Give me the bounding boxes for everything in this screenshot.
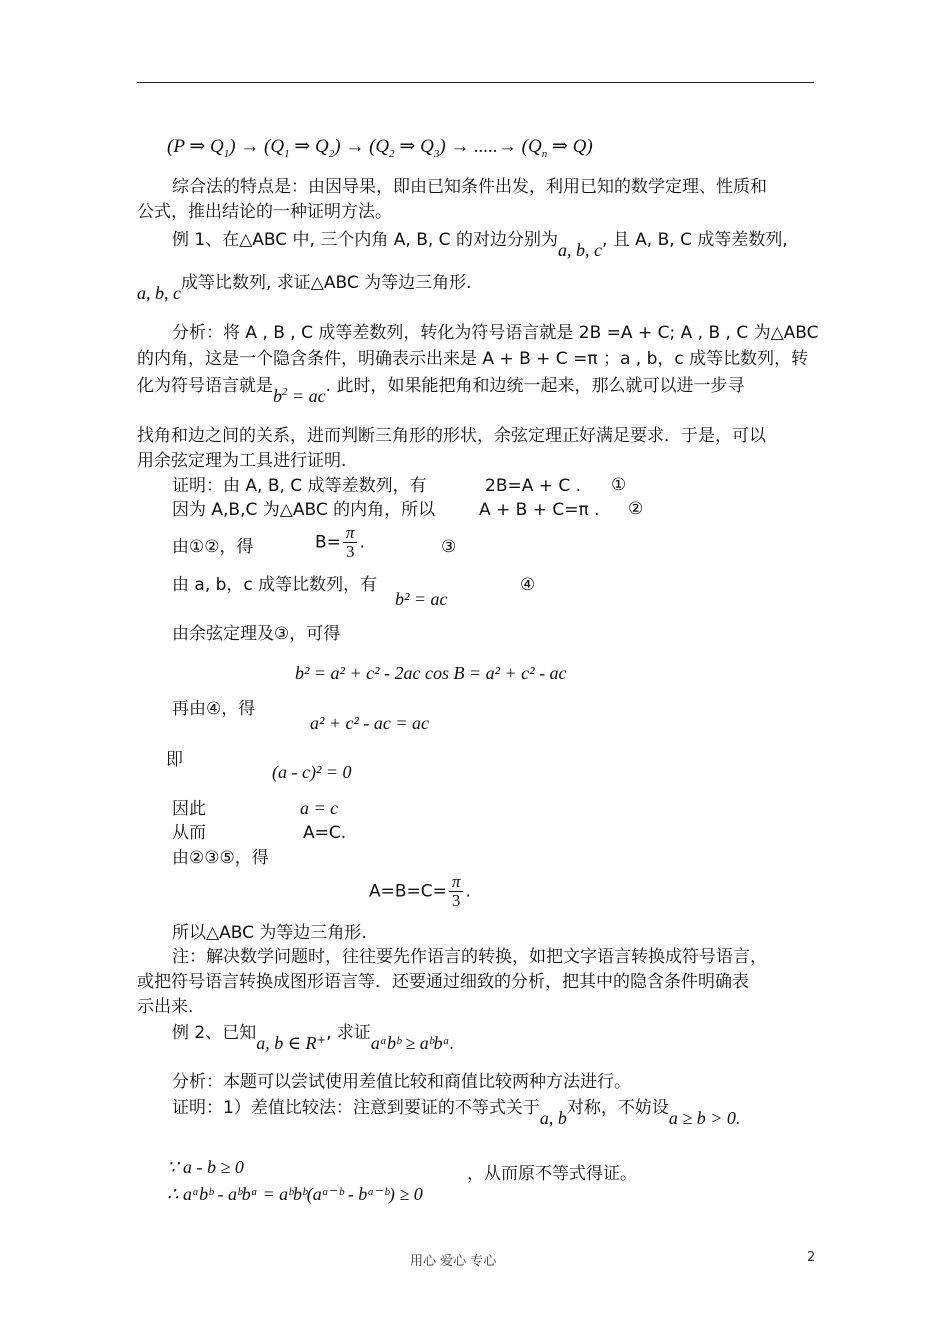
proof-step-10: 由②③⑤，得: [172, 848, 269, 868]
example-2-analysis: 分析：本题可以尝试使用差值比较和商值比较两种方法进行。: [172, 1072, 631, 1092]
analysis-line-3: 化为符号语言就是$b^2$ = ac. 此时，如果能把角和边统一起来，那么就可以进一步寻: [137, 376, 745, 406]
proof-step-7: 即: [166, 750, 183, 770]
analysis-line-5: 用余弦定理为工具进行证明.: [137, 451, 347, 471]
proof-step-5-equation: b² = a² + c² - 2ac cos B = a² + c² - ac: [295, 663, 567, 683]
therefore-line: ∴ aᵃbᵇ - aᵇbᵃ = aᵇbᵇ(aᵃ⁻ᵇ - bᵃ⁻ᵇ) ≥ 0: [167, 1184, 423, 1204]
header-rule: [137, 82, 814, 83]
page-number: 2: [807, 1250, 816, 1265]
proof-step-1: 证明：由 A, B, C 成等差数列，有: [172, 476, 427, 496]
proof-step-9: 从而: [172, 823, 206, 843]
proof-step-6: 再由④，得: [172, 699, 256, 719]
proof-step-4-marker: ④: [520, 575, 536, 595]
analysis-line-2: 的内角，这是一个隐含条件，明确表示出来是 A + B + C =π ；a , b，c 成等比数列，转: [137, 349, 809, 369]
proof-step-7-equation: (a - c)² = 0: [272, 762, 352, 782]
analysis-line-4: 找角和边之间的关系，进而判断三角形的形状，余弦定理正好满足要求．于是，可以: [137, 426, 766, 446]
proof-step-2-equation: A + B + C=π .: [479, 500, 600, 520]
example-2-conclusion: ，从而原不等式得证。: [467, 1164, 637, 1184]
footer-slogan: 用心 爱心 专心: [410, 1254, 497, 1269]
proof-step-9-equation: A=C.: [303, 823, 347, 843]
proof-step-8: 因此: [172, 799, 206, 819]
proof-step-2: 因为 A,B,C 为△ABC 的内角，所以: [172, 500, 436, 520]
proof-step-4: 由 a, b，c 成等比数列，有: [172, 575, 378, 595]
because-line: ∵ a - b ≥ 0: [167, 1157, 244, 1177]
proof-step-3-equation: B= $\frac{\pi}{3}$ .: [315, 523, 365, 561]
example-2-line-1: 例 2、已知a, b ∈ R⁺, 求证aᵃbᵇ ≥ aᵇbᵃ.: [172, 1023, 455, 1053]
proof-step-3: 由①②，得: [172, 537, 254, 557]
proof-step-3-marker: ③: [441, 537, 457, 557]
intro-line-2: 公式，推出结论的一种证明方法。: [137, 202, 392, 222]
example-1-line-2: a, b, c成等比数列, 求证△ABC 为等边三角形.: [137, 273, 472, 303]
note-line-1: 注：解决数学问题时，往往要先作语言的转换，如把文字语言转换成符号语言，: [172, 947, 767, 967]
proof-step-6-equation: a² + c² - ac = ac: [310, 713, 430, 733]
proof-step-1-equation: 2B=A + C .: [485, 476, 582, 496]
proof-conclusion: 所以△ABC 为等边三角形.: [172, 923, 367, 943]
implication-chain: (P ⇒ $Q_1) \to (Q_1$ ⇒ $Q_2) \to (Q_2$ ⇒ $Q_3$) → .....→ ($Q_n$ ⇒ Q): [167, 136, 593, 160]
proof-step-5: 由余弦定理及③，可得: [172, 624, 341, 644]
example-2-proof-line: 证明：1）差值比较法：注意到要证的不等式关于a, b对称，不妨设a ≥ b > 0.: [172, 1098, 741, 1128]
example-1-line-1: 例 1、在△ABC 中, 三个内角 A, B, C 的对边分别为a, b, c, 且 A, B, C 成等差数列,: [172, 230, 788, 260]
intro-line-1: 综合法的特点是：由因导果，即由已知条件出发，利用已知的数学定理、性质和: [172, 177, 767, 197]
proof-step-1-marker: ①: [611, 475, 627, 495]
proof-step-8-equation: a = c: [300, 798, 339, 818]
proof-step-4-equation: b² = ac: [395, 589, 448, 609]
note-line-2: 或把符号语言转换成图形语言等．还要通过细致的分析，把其中的隐含条件明确表: [137, 972, 749, 992]
pi-over-3-fraction: $\frac{\pi}{3}$: [343, 524, 358, 561]
analysis-line-1: 分析：将 A , B , C 成等差数列，转化为符号语言就是 2B =A + C; A , B , C 为△ABC: [172, 323, 819, 343]
pi-over-3-fraction: $\frac{\pi}{3}$: [449, 873, 464, 910]
proof-step-2-marker: ②: [628, 499, 644, 519]
proof-step-10-equation: A=B=C= $\frac{\pi}{3}$ .: [369, 872, 471, 910]
note-line-3: 示出来.: [137, 997, 194, 1017]
